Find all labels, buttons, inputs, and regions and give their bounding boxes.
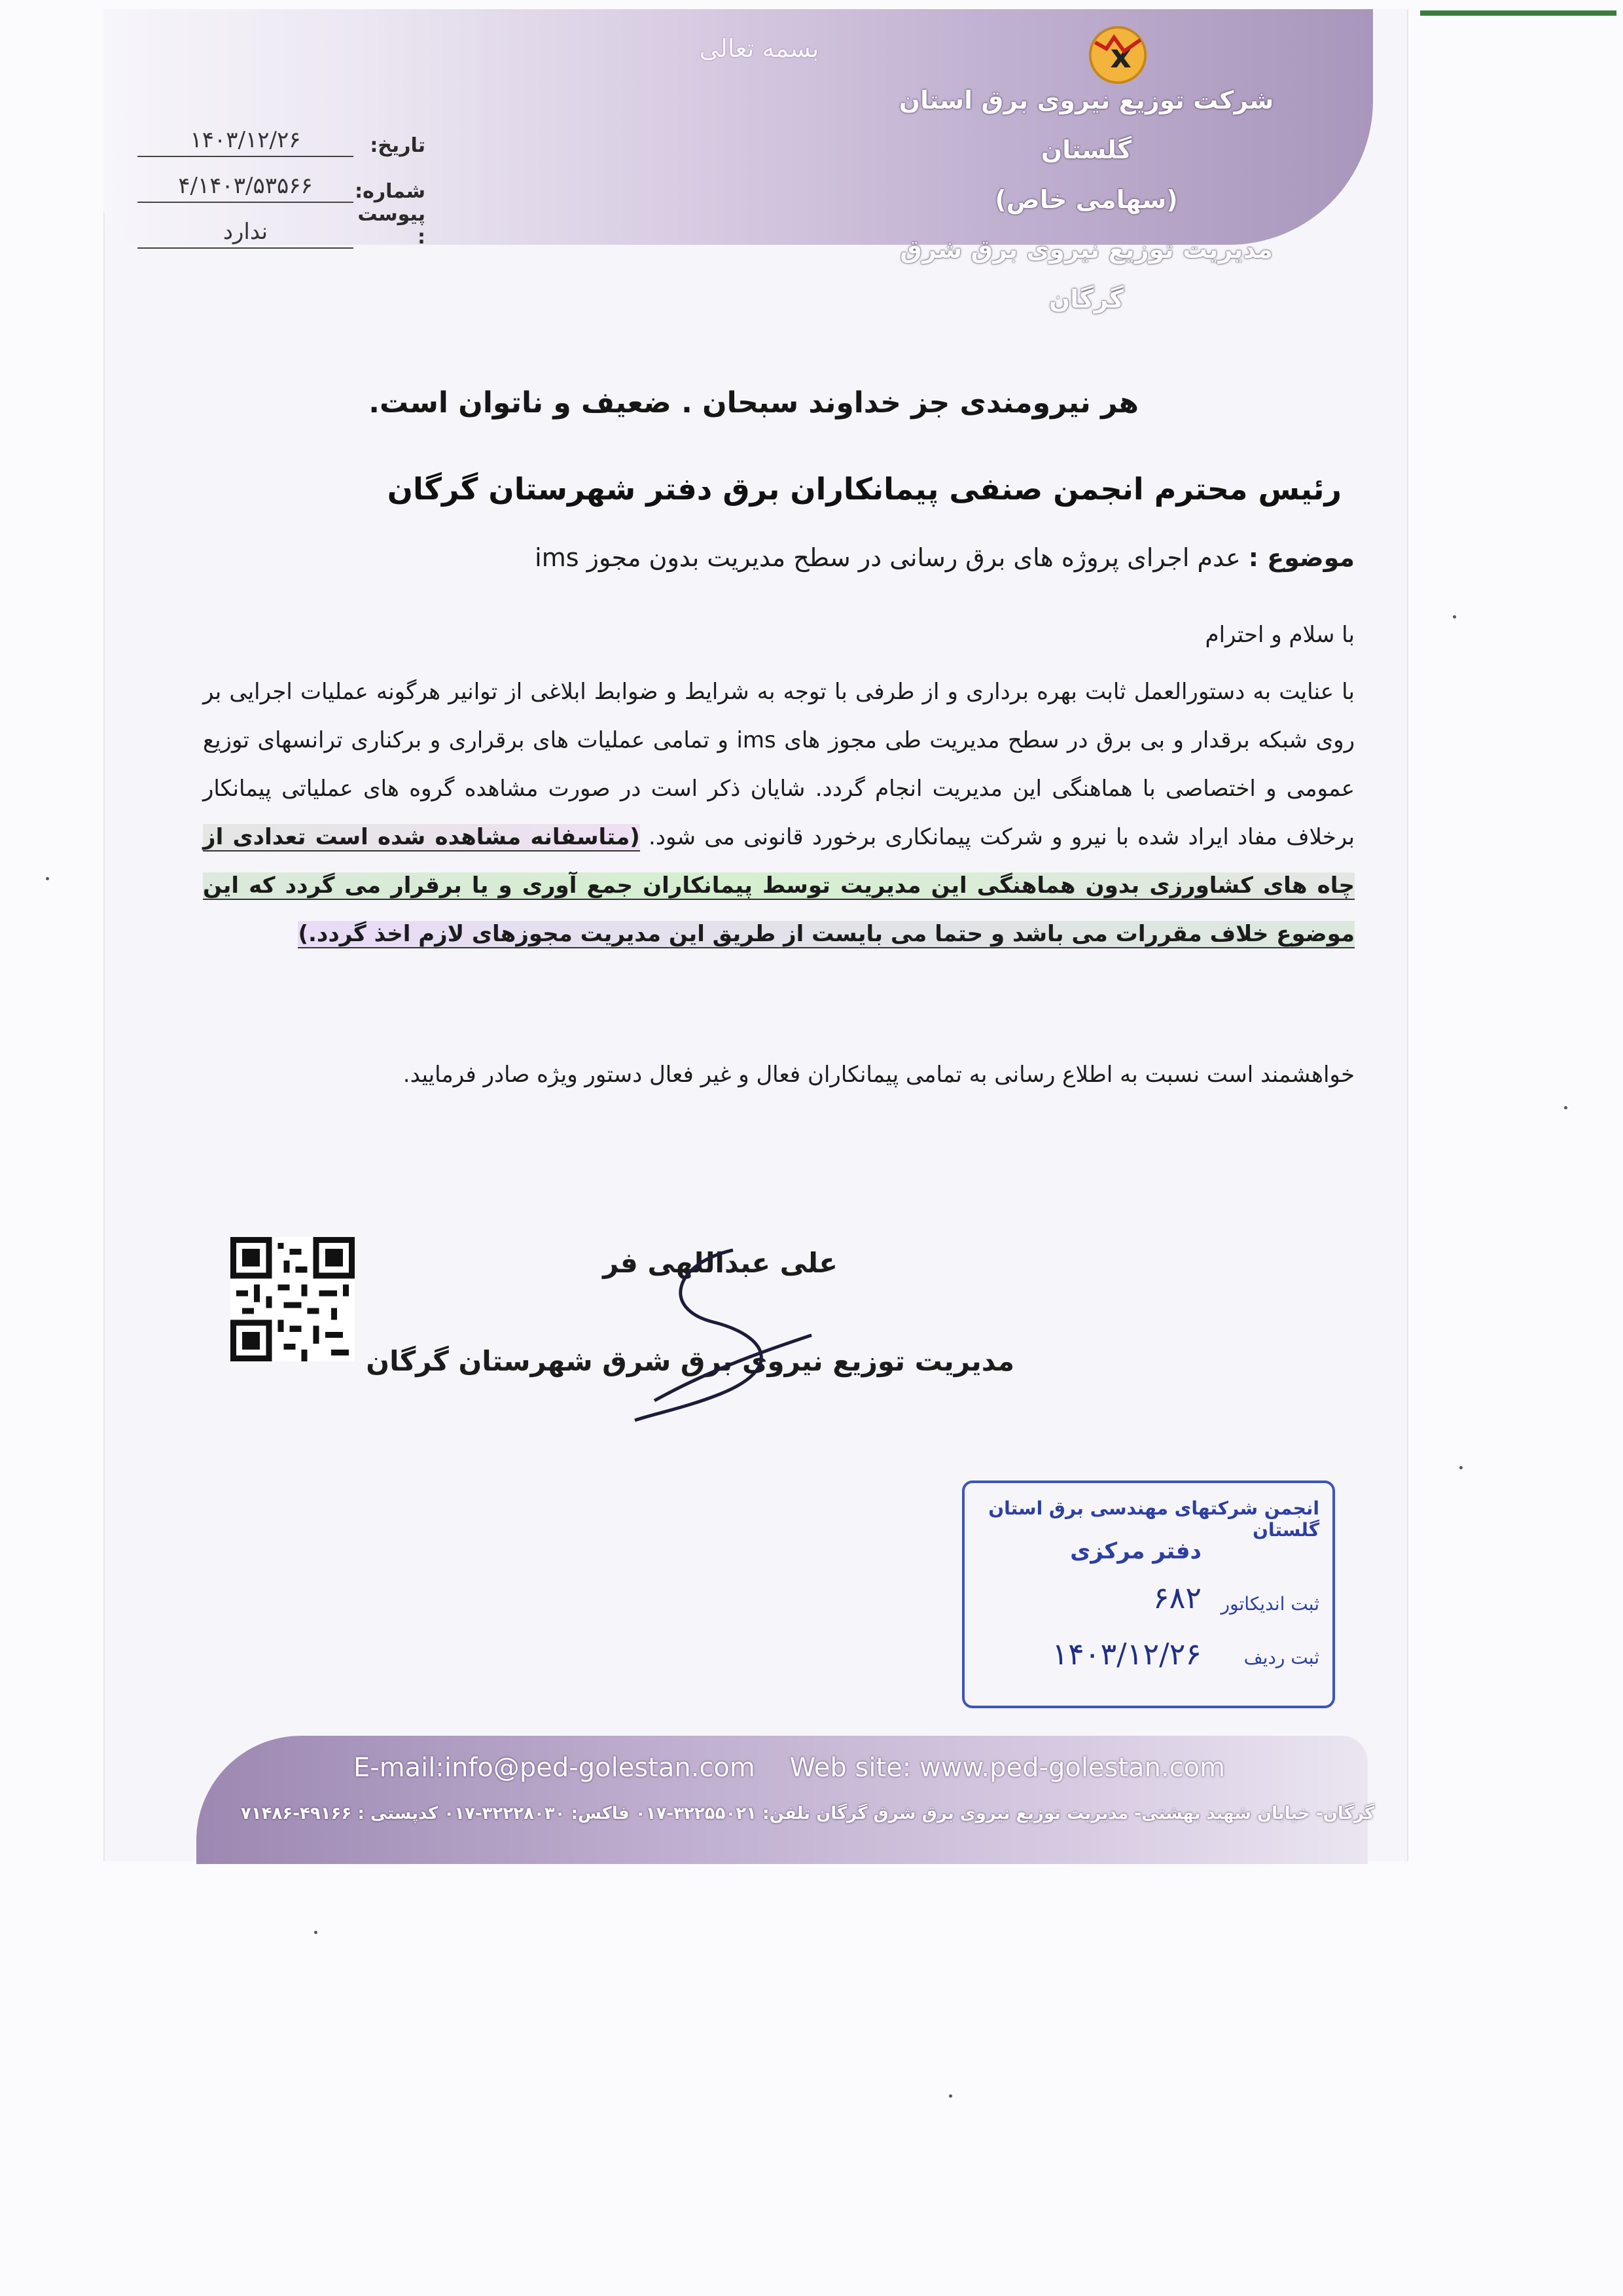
footer-address: گرگان- خیابان شهید بهشتی- مدیریت توزیع نیروی برق شرق گرگان تلفن: ۳۲۲۵۵۰۲۱-۰۱۷ فاکس: ۳۲۲۲۸۰۳۰-۰۱۷ کدپستی : ۴۹۱۶۶-۷۱۴۸۶	[240, 1804, 1374, 1823]
date-row	[98, 111, 425, 157]
footer-contact	[353, 1753, 1270, 1783]
subject-line	[535, 543, 1355, 572]
attachment-label: پیوست :	[357, 203, 425, 249]
stamp-row-label: ثبت ردیف	[1243, 1647, 1319, 1668]
company-type: (سهامی خاص)	[995, 185, 1178, 214]
company-name: شرکت توزیع نیروی برق استان گلستان	[899, 86, 1274, 164]
stamp-indicator-label: ثبت اندیکاتور	[1221, 1593, 1319, 1615]
scan-speck	[314, 1931, 317, 1934]
signer-title: مدیریت توزیع نیروی برق شرق شهرستان گرگان	[366, 1345, 1014, 1377]
scan-speck	[46, 877, 49, 880]
stamp-row-value: ۱۴۰۳/۱۲/۲۶	[1052, 1636, 1202, 1672]
subject-text: عدم اجرای پروژه های برق رسانی در سطح مدیریت بدون مجوز ims	[535, 543, 1241, 572]
handwritten-signature	[615, 1237, 851, 1433]
addressee: رئیس محترم انجمن صنفی پیمانکاران برق دفتر شهرستان گرگان	[387, 471, 1342, 507]
stamp-office: دفتر مرکزی	[1070, 1538, 1202, 1564]
motto: هر نیرومندی جز خداوند سبحان . ضعیف و ناتوان است.	[368, 386, 1139, 420]
body-highlight: (متاسفانه مشاهده شده است تعدادی از چاه های کشاورزی بدون هماهنگی این مدیریت توسط پیمانکاران جمع آوری و یا برقرار می گردد که این موضوع خلاف مقررات می باشد و حتما می بایست از طریق این مدیریت مجوزهای لازم اخذ گردد.)	[203, 824, 1355, 947]
attachment-value: ندارد	[137, 219, 353, 249]
letter-meta	[98, 111, 425, 249]
company-name-block	[870, 75, 1302, 324]
date-label: تاریخ:	[370, 134, 425, 157]
date-value: ۱۴۰۳/۱۲/۲۶	[137, 127, 353, 157]
footer-website: Web site: www.ped-golestan.com	[789, 1753, 1226, 1783]
signer-name: علی عبداللهی فر	[603, 1247, 838, 1279]
closing-request: خواهشمند است نسبت به اطلاع رسانی به تمامی پیمانکاران فعال و غیر فعال دستور ویژه صادر فرمایید.	[402, 1062, 1355, 1088]
qr-code	[230, 1237, 355, 1361]
letter-body	[203, 668, 1355, 958]
subject-label: موضوع :	[1248, 543, 1355, 572]
scan-speck	[1459, 1466, 1463, 1469]
greeting: با سلام و احترام	[1205, 622, 1355, 648]
scan-speck	[1453, 615, 1456, 619]
attachment-row	[98, 203, 425, 249]
body-paragraph: با عنایت به دستورالعمل ثابت بهره برداری و از طرفی با توجه به شرایط و ضوابط ابلاغی از توانیر هرگونه عملیات اجرایی بر روی شبکه برقدار و بی برق در سطح مدیریت طی مجوز های ims و تمامی عملیات های برقراری و برکناری ترانسهای توزیع عمومی و اختصاصی با هماهنگی این مدیریت انجام گردد. شایان ذکر است در صورت مشاهده گروه های عملیاتی پیمانکار برخلاف مفاد ایراد شده با نیرو و شرکت پیمانکاری برخورد قانونی می شود.	[203, 679, 1355, 850]
scan-speck	[949, 2094, 952, 2098]
number-value: ۴/۱۴۰۳/۵۳۵۶۶	[137, 173, 353, 203]
stamp-organization: انجمن شرکتهای مهندسی برق استان گلستان	[988, 1498, 1319, 1541]
footer-email: E-mail:info@ped-golestan.com	[353, 1753, 755, 1783]
registration-stamp	[962, 1480, 1335, 1708]
scan-edge-mark	[1420, 10, 1616, 16]
company-division: مدیریت توزیع نیروی برق شرق گرگان	[900, 235, 1273, 314]
basmala: بسمه تعالی	[699, 34, 819, 63]
number-row	[98, 157, 425, 203]
number-label: شماره:	[355, 180, 425, 203]
scan-speck	[1564, 1106, 1567, 1109]
stamp-indicator-value: ۶۸۲	[1152, 1580, 1202, 1615]
svg-text:x: x	[1110, 37, 1132, 76]
